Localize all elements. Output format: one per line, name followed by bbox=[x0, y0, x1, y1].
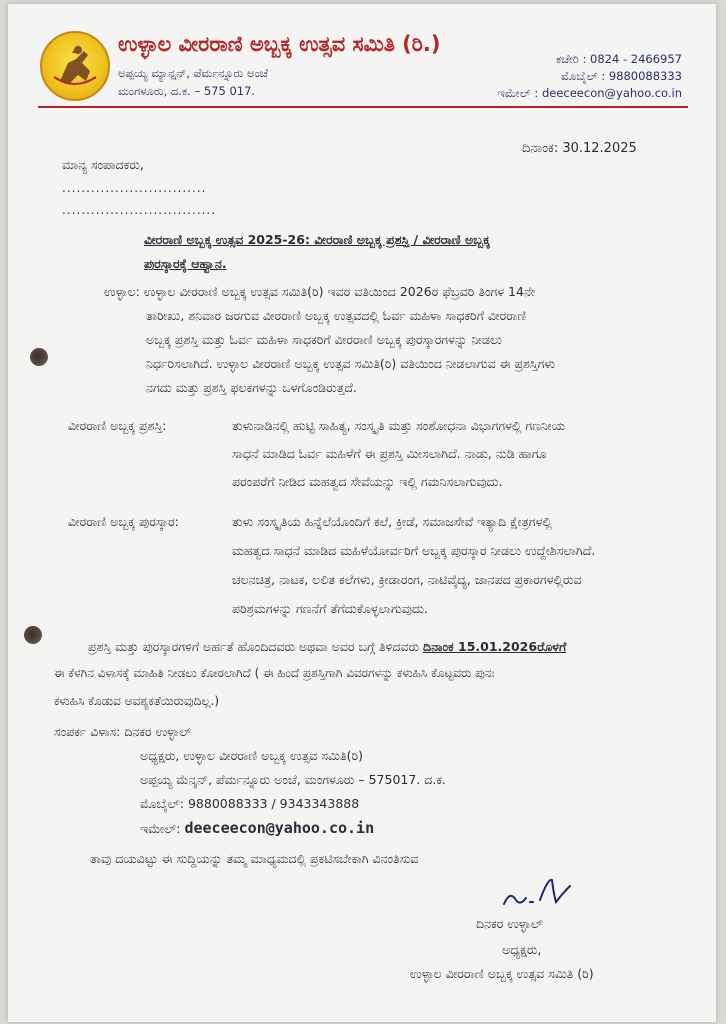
blank-line-1: .............................. bbox=[62, 181, 207, 195]
email-address: ಇಮೇಲ್ : deeceecon@yahoo.co.in bbox=[497, 86, 682, 100]
org-address-line1: ಅಪ್ಪಯ್ಯ ಮ್ಯಾನ್ಷನ್, ಪೆರ್ಮನ್ನೂರು ಅಂಚೆ bbox=[118, 66, 268, 80]
puraskar-line-1: ತುಳು ಸಂಸ್ಕೃತಿಯ ಹಿನ್ನೆಲೆಯೊಂದಿಗೆ ಕಲೆ, ಕ್ರೀಡೆ, ಸಮಾಜಸೇವೆ ಇತ್ಯಾದಿ ಕ್ಷೇತ್ರಗಳಲ್ಲಿ bbox=[232, 514, 552, 529]
eligibility-line-1 bbox=[88, 639, 566, 655]
signatory-title: ಅಧ್ಯಕ್ಷರು, bbox=[502, 942, 542, 957]
org-address-line2: ಮಂಗಳೂರು, ದ.ಕ. – 575 017. bbox=[118, 84, 256, 98]
header-divider bbox=[38, 106, 688, 108]
subject-line-1: ವೀರರಾಣಿ ಅಬ್ಬಕ್ಕ ಉತ್ಸವ 2025-26: ವೀರರಾಣಿ ಅಬ್ಬಕ್ಕ ಪ್ರಶಸ್ತಿ / ವೀರರಾಣಿ ಅಬ್ಬಕ್ಕ bbox=[144, 232, 490, 247]
request-line: ತಾವು ದಯವಿಟ್ಟು ಈ ಸುದ್ದಿಯನ್ನು ತಮ್ಮ ಮಾಧ್ಯಮದಲ್ಲಿ ಪ್ರಕಟಿಸಬೇಕಾಗಿ ವಿನಂತಿಸುವ bbox=[90, 851, 419, 866]
salutation: ಮಾನ್ಯ ಸಂಪಾದಕರು, bbox=[62, 157, 144, 172]
office-phone: ಕಚೇರಿ : 0824 - 2466957 bbox=[555, 52, 682, 66]
letter-date: ದಿನಾಂಕ: 30.12.2025 bbox=[522, 141, 637, 156]
award-line-3: ಪರಂಪರೆಗೆ ನೀಡಿದ ಮಹತ್ವದ ಸೇವೆಯನ್ನು ಇಲ್ಲಿ ಗಮನಿಸಲಾಗುವುದು. bbox=[232, 474, 503, 489]
eligibility-line-2: ಈ ಕೆಳಗಿನ ವಿಳಾಸಕ್ಕೆ ಮಾಹಿತಿ ನೀಡಲು ಕೋರಲಾಗಿದೆ ( ಈ ಹಿಂದೆ ಪ್ರಶಸ್ತಿಗಾಗಿ ವಿವರಗಳನ್ನು ಕಳುಹಿಸಿ ಕೊಟ್ಟವರು ಪುನಃ bbox=[54, 666, 495, 680]
contact-email: deeceecon@yahoo.co.in bbox=[184, 819, 375, 837]
contact-mobile: ಮೊಬೈಲ್: 9880088333 / 9343343888 bbox=[140, 796, 360, 811]
intro-line-5: ನಗದು ಮತ್ತು ಪ್ರಶಸ್ತಿ ಫಲಕಗಳನ್ನು ಒಳಗೊಂಡಿರುತ್ತದೆ. bbox=[146, 380, 357, 395]
signatory-name: ದಿನಕರ ಉಳ್ಳಾಲ್ bbox=[476, 916, 543, 931]
puraskar-line-4: ಪರಿಶ್ರಮಗಳನ್ನು ಗಣನೆಗೆ ತೆಗೆದುಕೊಳ್ಳಲಾಗುವುದು. bbox=[232, 601, 428, 616]
puraskar-line-3: ಚಲನಚಿತ್ರ, ನಾಟಕ, ಲಲಿತ ಕಲೆಗಳು, ಕ್ರೀಡಾರಂಗ, ನಾಟಿವೈದ್ಯ, ಜಾನಪದ ಪ್ರಕಾರಗಳಲ್ಲಿರುವ bbox=[232, 572, 582, 587]
intro-line-1: ಉಳ್ಳಾಲ: ಉಳ್ಳಾಲ ವೀರರಾಣಿ ಅಬ್ಬಕ್ಕ ಉತ್ಸವ ಸಮಿತಿ(ರಿ) ಇವರ ವತಿಯಿಂದ 2026ರ ಫೆಬ್ರವರಿ ತಿಂಗಳ 14ನೇ bbox=[104, 284, 536, 299]
punch-hole-icon bbox=[30, 348, 48, 366]
contact-label: ಸಂಪರ್ಕ ವಿಳಾಸ: ದಿನಕರ ಉಳ್ಳಾಲ್ bbox=[54, 724, 192, 739]
eligibility-line-3: ಕಳುಹಿಸಿ ಕೊಡುವ ಅವಶ್ಯಕತೆಯಿರುವುದಿಲ್ಲ.) bbox=[54, 694, 220, 708]
deadline-date: ದಿನಾಂಕ 15.01.2026ರೊಳಗೆ bbox=[423, 639, 567, 654]
signatory-org: ಉಳ್ಳಾಲ ವೀರರಾಣಿ ಅಬ್ಬಕ್ಕ ಉತ್ಸವ ಸಮಿತಿ (ರಿ) bbox=[410, 966, 594, 981]
contact-email-row bbox=[140, 819, 374, 837]
subject-line-2: ಪುರಸ್ಕಾರಕ್ಕೆ ಆಹ್ವಾನ. bbox=[144, 256, 227, 271]
blank-line-2: ................................ bbox=[62, 203, 217, 217]
intro-line-4: ನಿರ್ಧರಿಸಲಾಗಿದೆ. ಉಳ್ಳಾಲ ವೀರರಾಣಿ ಅಬ್ಬಕ್ಕ ಉತ್ಸವ ಸಮಿತಿ(ರಿ) ವತಿಯಿಂದ ನೀಡಲಾಗುವ ಈ ಪ್ರಶಸ್ತಿಗಳು bbox=[146, 356, 556, 371]
contact-line-2: ಅಪ್ಪಯ್ಯ ಮೆನ್ಶನ್, ಪೆರ್ಮನ್ನೂರು ಅಂಚೆ, ಮಂಗಳೂರು – 575017. ದ.ಕ. bbox=[140, 772, 446, 787]
punch-hole-icon bbox=[24, 626, 42, 644]
eligibility-text: ಪ್ರಶಸ್ತಿ ಮತ್ತು ಪುರಸ್ಕಾರಗಳಿಗೆ ಅರ್ಹತೆ ಹೊಂದಿದವರು ಅಥವಾ ಅವರ ಬಗ್ಗೆ ತಿಳಿದವರು bbox=[88, 639, 420, 654]
letter-sheet bbox=[8, 4, 716, 1022]
puraskar-line-2: ಮಹತ್ವದ ಸಾಧನೆ ಮಾಡಿದ ಮಹಿಳೆಯೋರ್ವರಿಗೆ ಅಬ್ಬಕ್ಕ ಪುರಸ್ಕಾರ ನೀಡಲು ಉದ್ದೇಶಿಸಲಾಗಿದೆ. bbox=[232, 543, 596, 558]
intro-line-2: ತಾರೀಖು, ಶನಿವಾರ ಜರಗುವ ವೀರರಾಣಿ ಅಬ್ಬಕ್ಕ ಉತ್ಸವದಲ್ಲಿ ಓರ್ವ ಮಹಿಳಾ ಸಾಧಕರಿಗೆ ವೀರರಾಣಿ bbox=[146, 308, 527, 323]
emblem-logo-icon bbox=[40, 31, 110, 101]
contact-line-1: ಅಧ್ಯಕ್ಷರು, ಉಳ್ಳಾಲ ವೀರರಾಣಿ ಅಬ್ಬಕ್ಕ ಉತ್ಸವ ಸಮಿತಿ(ರಿ) bbox=[140, 748, 363, 763]
award-line-2: ಸಾಧನೆ ಮಾಡಿದ ಓರ್ವ ಮಹಿಳೆಗೆ ಈ ಪ್ರಶಸ್ತಿ ಮೀಸಲಾಗಿದೆ. ನಾಡು, ನುಡಿ ಹಾಗೂ bbox=[232, 446, 547, 461]
award-line-1: ತುಳುನಾಡಿನಲ್ಲಿ ಹುಟ್ಟಿ ಸಾಹಿತ್ಯ, ಸಂಸ್ಕೃತಿ ಮತ್ತು ಸಂಶೋಧನಾ ವಿಭಾಗಗಳಲ್ಲಿ ಗಣನೀಯ bbox=[232, 418, 565, 433]
award-label: ವೀರರಾಣಿ ಅಬ್ಬಕ್ಕ ಪ್ರಶಸ್ತಿ: bbox=[68, 418, 167, 433]
intro-line-3: ಅಬ್ಬಕ್ಕ ಪ್ರಶಸ್ತಿ ಮತ್ತು ಓರ್ವ ಮಹಿಳಾ ಸಾಧಕರಿಗೆ ವೀರರಾಣಿ ಅಬ್ಬಕ್ಕ ಪುರಸ್ಕಾರಗಳನ್ನು ನೀಡಲು bbox=[146, 332, 503, 347]
contact-email-label: ಇಮೇಲ್: bbox=[140, 821, 181, 836]
puraskar-label: ವೀರರಾಣಿ ಅಬ್ಬಕ್ಕ ಪುರಸ್ಕಾರ: bbox=[68, 514, 179, 529]
mobile-number: ಮೊಬೈಲ್ : 9880088333 bbox=[561, 69, 682, 83]
org-name: ಉಳ್ಳಾಲ ವೀರರಾಣಿ ಅಬ್ಬಕ್ಕ ಉತ್ಸವ ಸಮಿತಿ (ರಿ.) bbox=[118, 32, 441, 56]
